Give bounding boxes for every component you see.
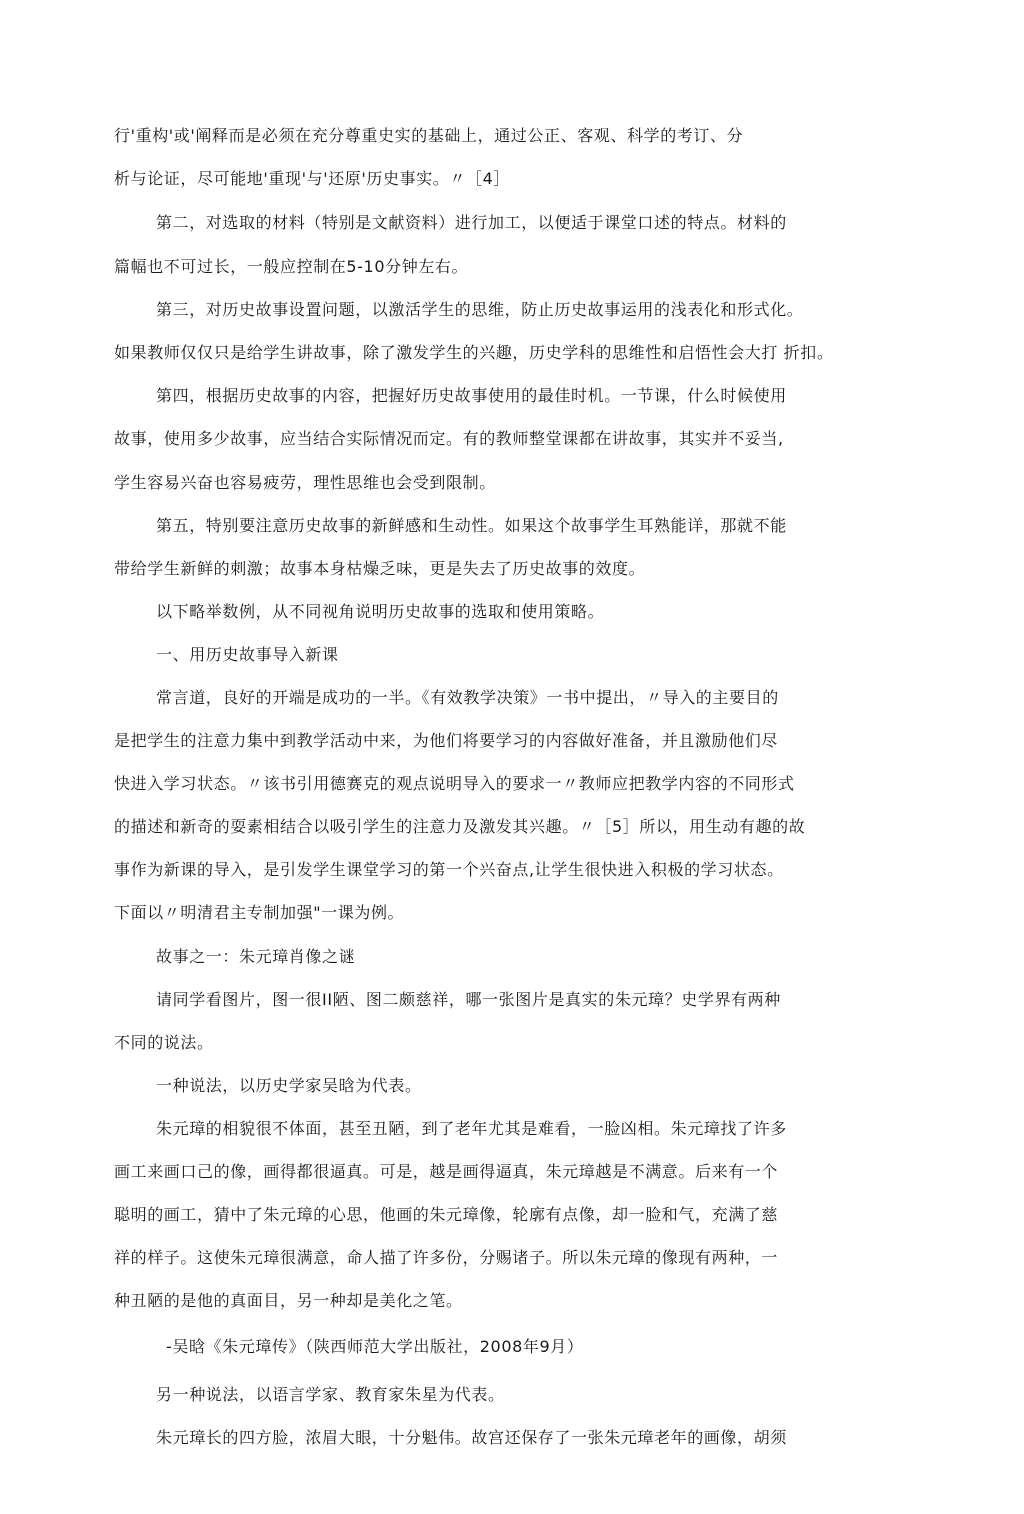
text-line-10: 第五，特别要注意历史故事的新鲜感和生动性。如果这个故事学生耳熟能详，那就不能 [156,516,787,535]
text-line-23: 画工来画口己的像，画得都很逼真。可是，越是画得逼真，朱元璋越是不满意。后来有一个 [114,1162,779,1181]
text-line-18: 下面以〃明清君主专制加强"一课为例。 [114,903,405,922]
text-line-19: 请同学看图片，图一很II陋、图二颇慈祥，哪一张图片是真实的朱元璋？史学界有两种 [156,990,781,1009]
text-line-6: 如果教师仅仅只是给学生讲故事，除了激发学生的兴趣，历史学科的思维性和启悟性会大打 折扣。 [114,343,834,362]
text-line-22: 朱元璋的相貌很不体面，甚至丑陋，到了老年尤其是难看，一脸凶相。朱元璋找了许多 [156,1119,787,1138]
text-line-2: 析与论证，尽可能地'重现'与'还原'历史事实。〃［4］ [114,169,510,188]
text-line-11: 带给学生新鲜的刺激；故事本身枯燥乏味，更是失去了历史故事的效度。 [114,559,646,578]
text-line-20: 不同的说法。 [114,1033,214,1052]
text-line-7: 第四，根据历史故事的内容，把握好历史故事使用的最佳时机。一节课，什么时候使用 [156,386,787,405]
text-line-17: 事作为新课的导入，是引发学生课堂学习的第一个兴奋点,让学生很快进入积极的学习状态。 [114,860,784,879]
section-heading-1: 一、用历史故事导入新课 [156,645,339,664]
text-line-12: 以下略举数例，从不同视角说明历史故事的选取和使用策略。 [156,602,605,621]
text-line-25: 祥的样子。这使朱元璋很满意，命人描了许多份，分赐诸子。所以朱元璋的像现有两种，一 [114,1248,779,1267]
text-line-8: 故事，使用多少故事，应当结合实际情况而定。有的教师整堂课都在讲故事，其实并不妥当, [114,429,784,448]
text-line-1: 行'重构'或'阐释而是必须在充分尊重史实的基础上，通过公正、客观、科学的考订、分 [114,126,744,145]
text-line-27: 另一种说法，以语言学家、教育家朱星为代表。 [156,1385,505,1404]
text-line-3: 第二，对选取的材料（特别是文献资料）进行加工，以便适于课堂口述的特点。材料的 [156,213,787,232]
text-line-5: 第三，对历史故事设置问题，以激活学生的思维，防止历史故事运用的浅表化和形式化。 [156,300,804,319]
text-line-16: 的描述和新奇的耍素相结合以吸引学生的注意力及激发其兴趣。〃［5］所以，用生动有趣的故 [114,817,806,836]
text-line-13: 常言道，良好的开端是成功的一半。《有效教学决策》一书中提出，〃导入的主要目的 [156,688,779,707]
text-line-21: 一种说法，以历史学家吴晗为代表。 [156,1076,422,1095]
text-line-4: 篇幅也不可过长，一般应控制在5-10分钟左右。 [114,257,469,276]
text-line-9: 学生容易兴奋也容易疲劳，理性思维也会受到限制。 [114,473,496,492]
text-line-14: 是把学生的注意力集中到教学活动中来，为他们将要学习的内容做好准备，并且激励他们尽 [114,731,779,750]
text-line-15: 快进入学习状态。〃该书引用德赛克的观点说明导入的要求一〃教师应把教学内容的不同形式 [114,774,795,793]
text-line-24: 聪明的画工，猜中了朱元璋的心思，他画的朱元璋像，轮廓有点像，却一脸和气，充满了慈 [114,1205,779,1224]
text-line-26: 种丑陋的是他的真面目，另一种却是美化之笔。 [114,1291,463,1310]
text-line-28: 朱元璋长的四方脸，浓眉大眼，十分魁伟。故宫还保存了一张朱元璋老年的画像，胡须 [156,1428,787,1447]
citation-line: -吴晗《朱元璋传》（陕西师范大学出版社，2008年9月） [166,1337,584,1356]
story-heading-1: 故事之一：朱元璋肖像之谜 [156,947,356,966]
